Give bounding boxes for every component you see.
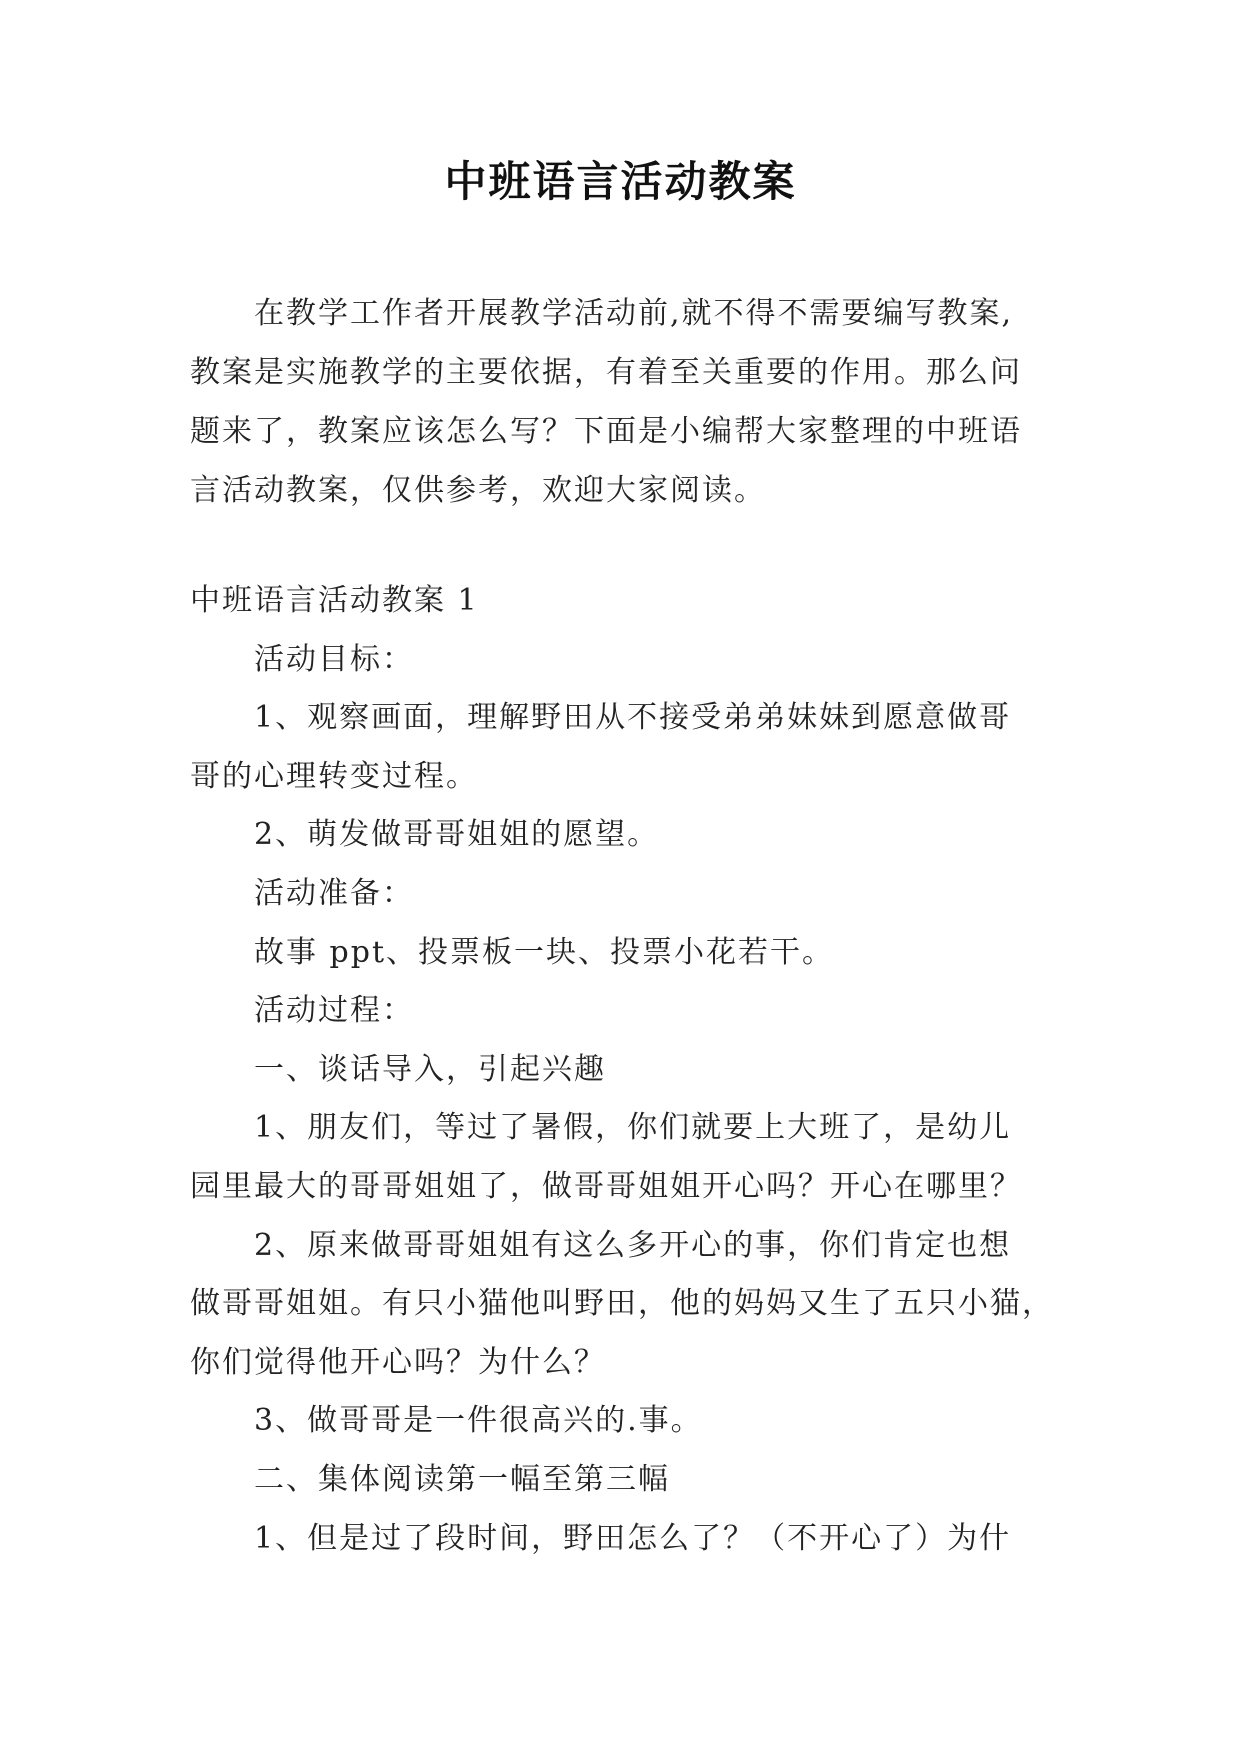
body-line: 一、谈话导入，引起兴趣: [254, 1051, 606, 1087]
body-line: 活动目标：: [254, 641, 414, 677]
intro-paragraph: [190, 284, 1070, 520]
body-line: 哥的心理转变过程。: [190, 758, 478, 794]
body-line: 活动过程：: [254, 993, 414, 1029]
body-line: 3、做哥哥是一件很高兴的.事。: [254, 1403, 703, 1439]
body-line: 活动准备：: [254, 875, 414, 911]
intro-line: 言活动教案，仅供参考，欢迎大家阅读。: [190, 473, 766, 508]
body-line: 1、但是过了段时间，野田怎么了？（不开心了）为什: [254, 1520, 1012, 1556]
body-line: 故事 ppt、投票板一块、投票小花若干。: [254, 934, 834, 970]
body-line: 园里最大的哥哥姐姐了，做哥哥姐姐开心吗？开心在哪里？: [190, 1168, 1022, 1204]
body-line: 2、原来做哥哥姐姐有这么多开心的事，你们肯定也想: [254, 1227, 1012, 1263]
body-line: 你们觉得他开心吗？为什么？: [190, 1344, 606, 1380]
body-line: 1、朋友们，等过了暑假，你们就要上大班了，是幼儿: [254, 1110, 1012, 1146]
section-heading: 中班语言活动教案 1: [190, 583, 479, 618]
intro-line: 在教学工作者开展教学活动前,就不得不需要编写教案,: [254, 296, 1014, 331]
page-title: 中班语言活动教案: [444, 157, 797, 206]
body-line: 二、集体阅读第一幅至第三幅: [254, 1461, 670, 1497]
intro-line: 教案是实施教学的主要依据，有着至关重要的作用。那么问: [190, 355, 1022, 390]
body-line: 2、萌发做哥哥姐姐的愿望。: [254, 817, 660, 853]
body-line: 做哥哥姐姐。有只小猫他叫野田，他的妈妈又生了五只小猫，: [190, 1286, 1054, 1322]
lesson-plan-body: [190, 572, 1070, 1568]
intro-line: 题来了，教案应该怎么写？下面是小编帮大家整理的中班语: [190, 414, 1022, 449]
body-line: 1、观察画面，理解野田从不接受弟弟妹妹到愿意做哥: [254, 700, 1012, 736]
